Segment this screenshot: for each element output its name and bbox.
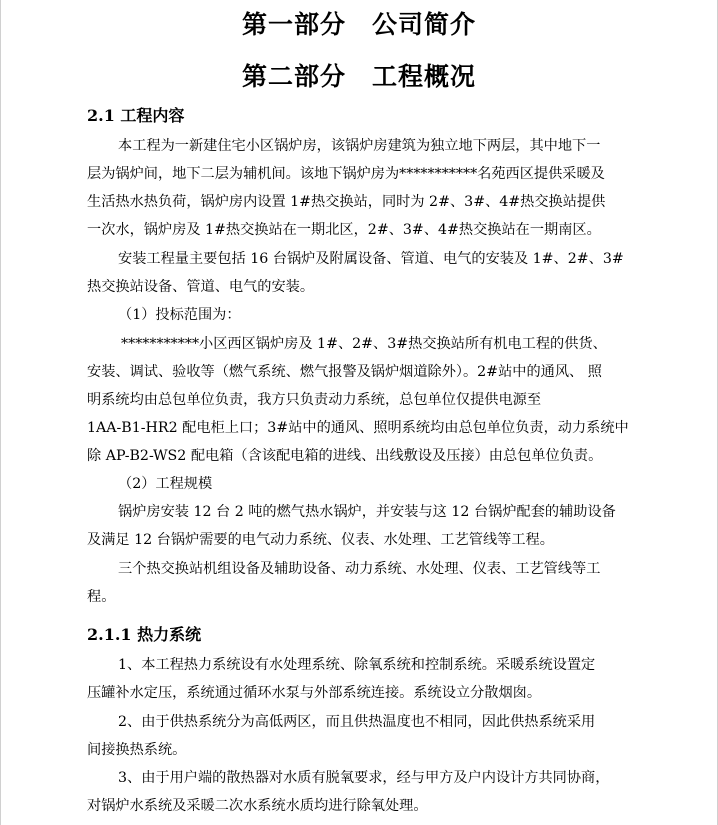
paragraph-line: 压罐补水定压，系统通过循环水泵与外部系统连接。系统设立分散烟囱。	[87, 685, 542, 701]
paragraph-line: 生活热水热负荷，锅炉房内设置 1#热交换站，同时为 2#、3#、4#热交换站提供	[87, 194, 606, 210]
paragraph-line: 1AA-B1-HR2 配电柜上口；3#站中的通风、照明系统均由总包单位负责，动力系统中	[87, 420, 629, 436]
paragraph-line: 层为锅炉间，地下二层为辅机间。该地下锅炉房为***********名苑西区提供采暖及	[87, 166, 605, 182]
paragraph-line: 一次水，锅炉房及 1#热交换站在一期北区，2#、3#、4#热交换站在一期南区。	[87, 222, 601, 238]
paragraph-line: 热交换站设备、管道、电气的安装。	[87, 279, 315, 295]
paragraph-line: 3、由于用户端的散热器对水质有脱氧要求，经与甲方及户内设计方共同协商，	[118, 770, 610, 786]
paragraph-line: 及满足 12 台锅炉需要的电气动力系统、仪表、水处理、工艺管线等工程。	[87, 532, 554, 548]
paragraph-line: 程。	[87, 589, 116, 605]
list-heading: （1）投标范围为：	[118, 307, 241, 323]
paragraph-line: ***********小区西区锅炉房及 1#、2#、3#热交换站所有机电工程的供货、	[121, 336, 607, 352]
paragraph-line: 安装工程量主要包括 16 台锅炉及附属设备、管道、电气的安装及 1#、2#、3#	[118, 251, 624, 267]
section-heading-2-1: 2.1 工程内容	[87, 106, 185, 125]
part-one-title: 第一部分 公司简介	[241, 10, 476, 39]
paragraph-line: 三个热交换站机组设备及辅助设备、动力系统、水处理、仪表、工艺管线等工	[118, 561, 601, 577]
section-heading-2-1-1: 2.1.1 热力系统	[87, 625, 202, 644]
paragraph-line: 2、由于供热系统分为高低两区，而且供热温度也不相同，因此供热系统采用	[118, 714, 596, 730]
paragraph-line: 锅炉房安装 12 台 2 吨的燃气热水锅炉，并安装与这 12 台锅炉配套的辅助设备	[118, 504, 616, 520]
list-heading: （2）工程规模	[118, 476, 213, 492]
paragraph-line: 1、本工程热力系统设有水处理系统、除氧系统和控制系统。采暖系统设置定	[118, 657, 596, 673]
part-two-title: 第二部分 工程概况	[241, 62, 476, 91]
paragraph-line: 除 AP-B2-WS2 配电箱（含该配电箱的进线、出线敷设及压接）由总包单位负责。	[87, 448, 603, 464]
paragraph-line: 间接换热系统。	[87, 742, 187, 758]
paragraph-line: 安装、调试、验收等（燃气系统、燃气报警及锅炉烟道除外）。2#站中的通风、 照	[87, 364, 602, 380]
paragraph-line: 明系统均由总包单位负责，我方只负责动力系统，总包单位仅提供电源至	[87, 392, 542, 408]
paragraph-line: 对锅炉水系统及采暖二次水系统水质均进行除氧处理。	[87, 798, 428, 814]
paragraph-line: 本工程为一新建住宅小区锅炉房，该锅炉房建筑为独立地下两层，其中地下一	[118, 138, 601, 154]
